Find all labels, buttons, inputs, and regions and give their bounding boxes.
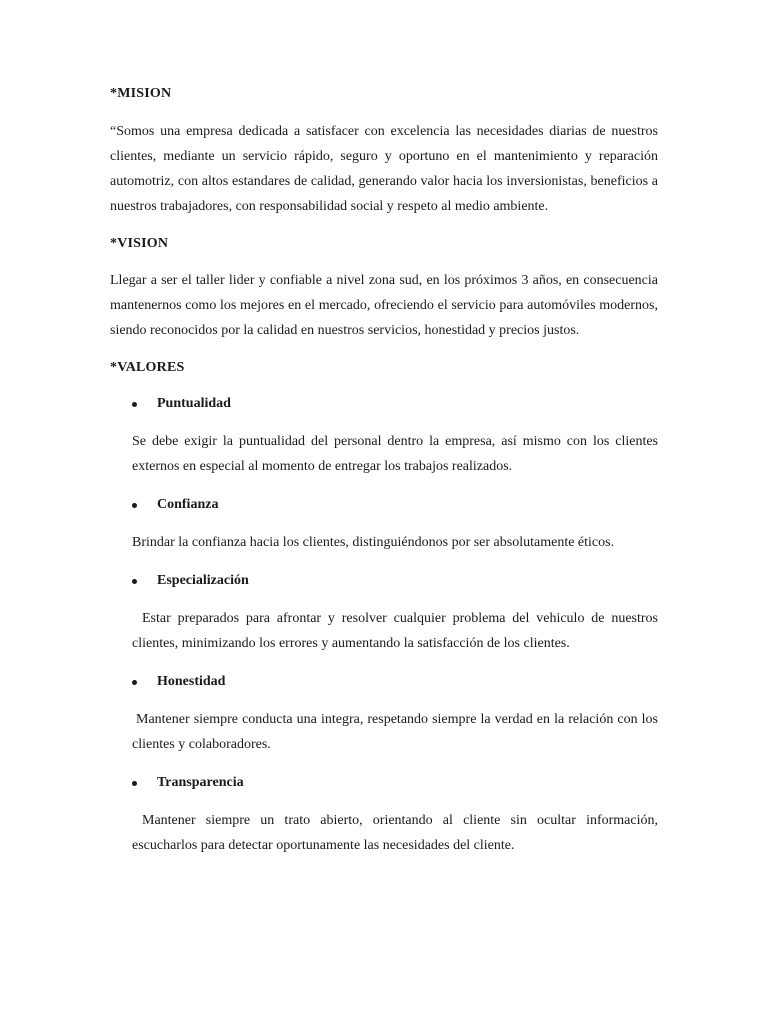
value-description: Se debe exigir la puntualidad del personal dentro la empresa, así mismo con los clientes externos en especial al momento de entregar los trabajos realizados. [132,434,658,474]
vision-heading: *VISION [110,236,169,251]
document-page [110,84,658,858]
value-description: Mantener siempre un trato abierto, orientando al cliente sin ocultar información, escucharlos para detectar oportunamente las necesidades del cliente. [132,813,658,853]
value-item-transparencia [110,773,658,858]
bullet-icon [132,680,137,685]
bullet-icon [132,781,137,786]
value-item-puntualidad [110,394,658,479]
value-title-row [110,773,658,793]
value-title: Confianza [157,497,219,512]
value-item-especializacion [110,571,658,656]
value-title: Transparencia [157,775,244,790]
value-title-row [110,394,658,414]
value-title-row [110,571,658,591]
value-title: Honestidad [157,674,226,689]
value-item-confianza [110,495,658,555]
bullet-icon [132,579,137,584]
mision-heading: *MISION [110,86,172,101]
vision-text: Llegar a ser el taller lider y confiable a nivel zona sud, en los próximos 3 años, en consecuencia mantenernos como los mejores en el mercado, ofreciendo el servicio para automóviles modernos, siendo reconocidos por la calidad en nuestros servicios, honestidad y precios justos. [110,273,658,338]
valores-heading: *VALORES [110,360,185,375]
value-title-row [110,495,658,515]
value-item-honestidad [110,672,658,757]
value-description: Mantener siempre conducta una integra, respetando siempre la verdad en la relación con los clientes y colaboradores. [132,712,658,752]
value-title: Especialización [157,573,249,588]
value-title-row [110,672,658,692]
mision-text: “Somos una empresa dedicada a satisfacer con excelencia las necesidades diarias de nuestros clientes, mediante un servicio rápido, seguro y oportuno en el mantenimiento y reparación automotriz, con altos estandares de calidad, generando valor hacia los inversionistas, beneficios a nuestros trabajadores, con responsabilidad social y respeto al medio ambiente. [110,124,658,214]
value-title: Puntualidad [157,396,231,411]
value-description: Estar preparados para afrontar y resolver cualquier problema del vehiculo de nuestros clientes, minimizando los errores y aumentando la satisfacción de los clientes. [132,611,658,651]
valores-list [110,394,658,858]
bullet-icon [132,402,137,407]
bullet-icon [132,503,137,508]
value-description: Brindar la confianza hacia los clientes, distinguiéndonos por ser absolutamente éticos. [132,535,615,550]
